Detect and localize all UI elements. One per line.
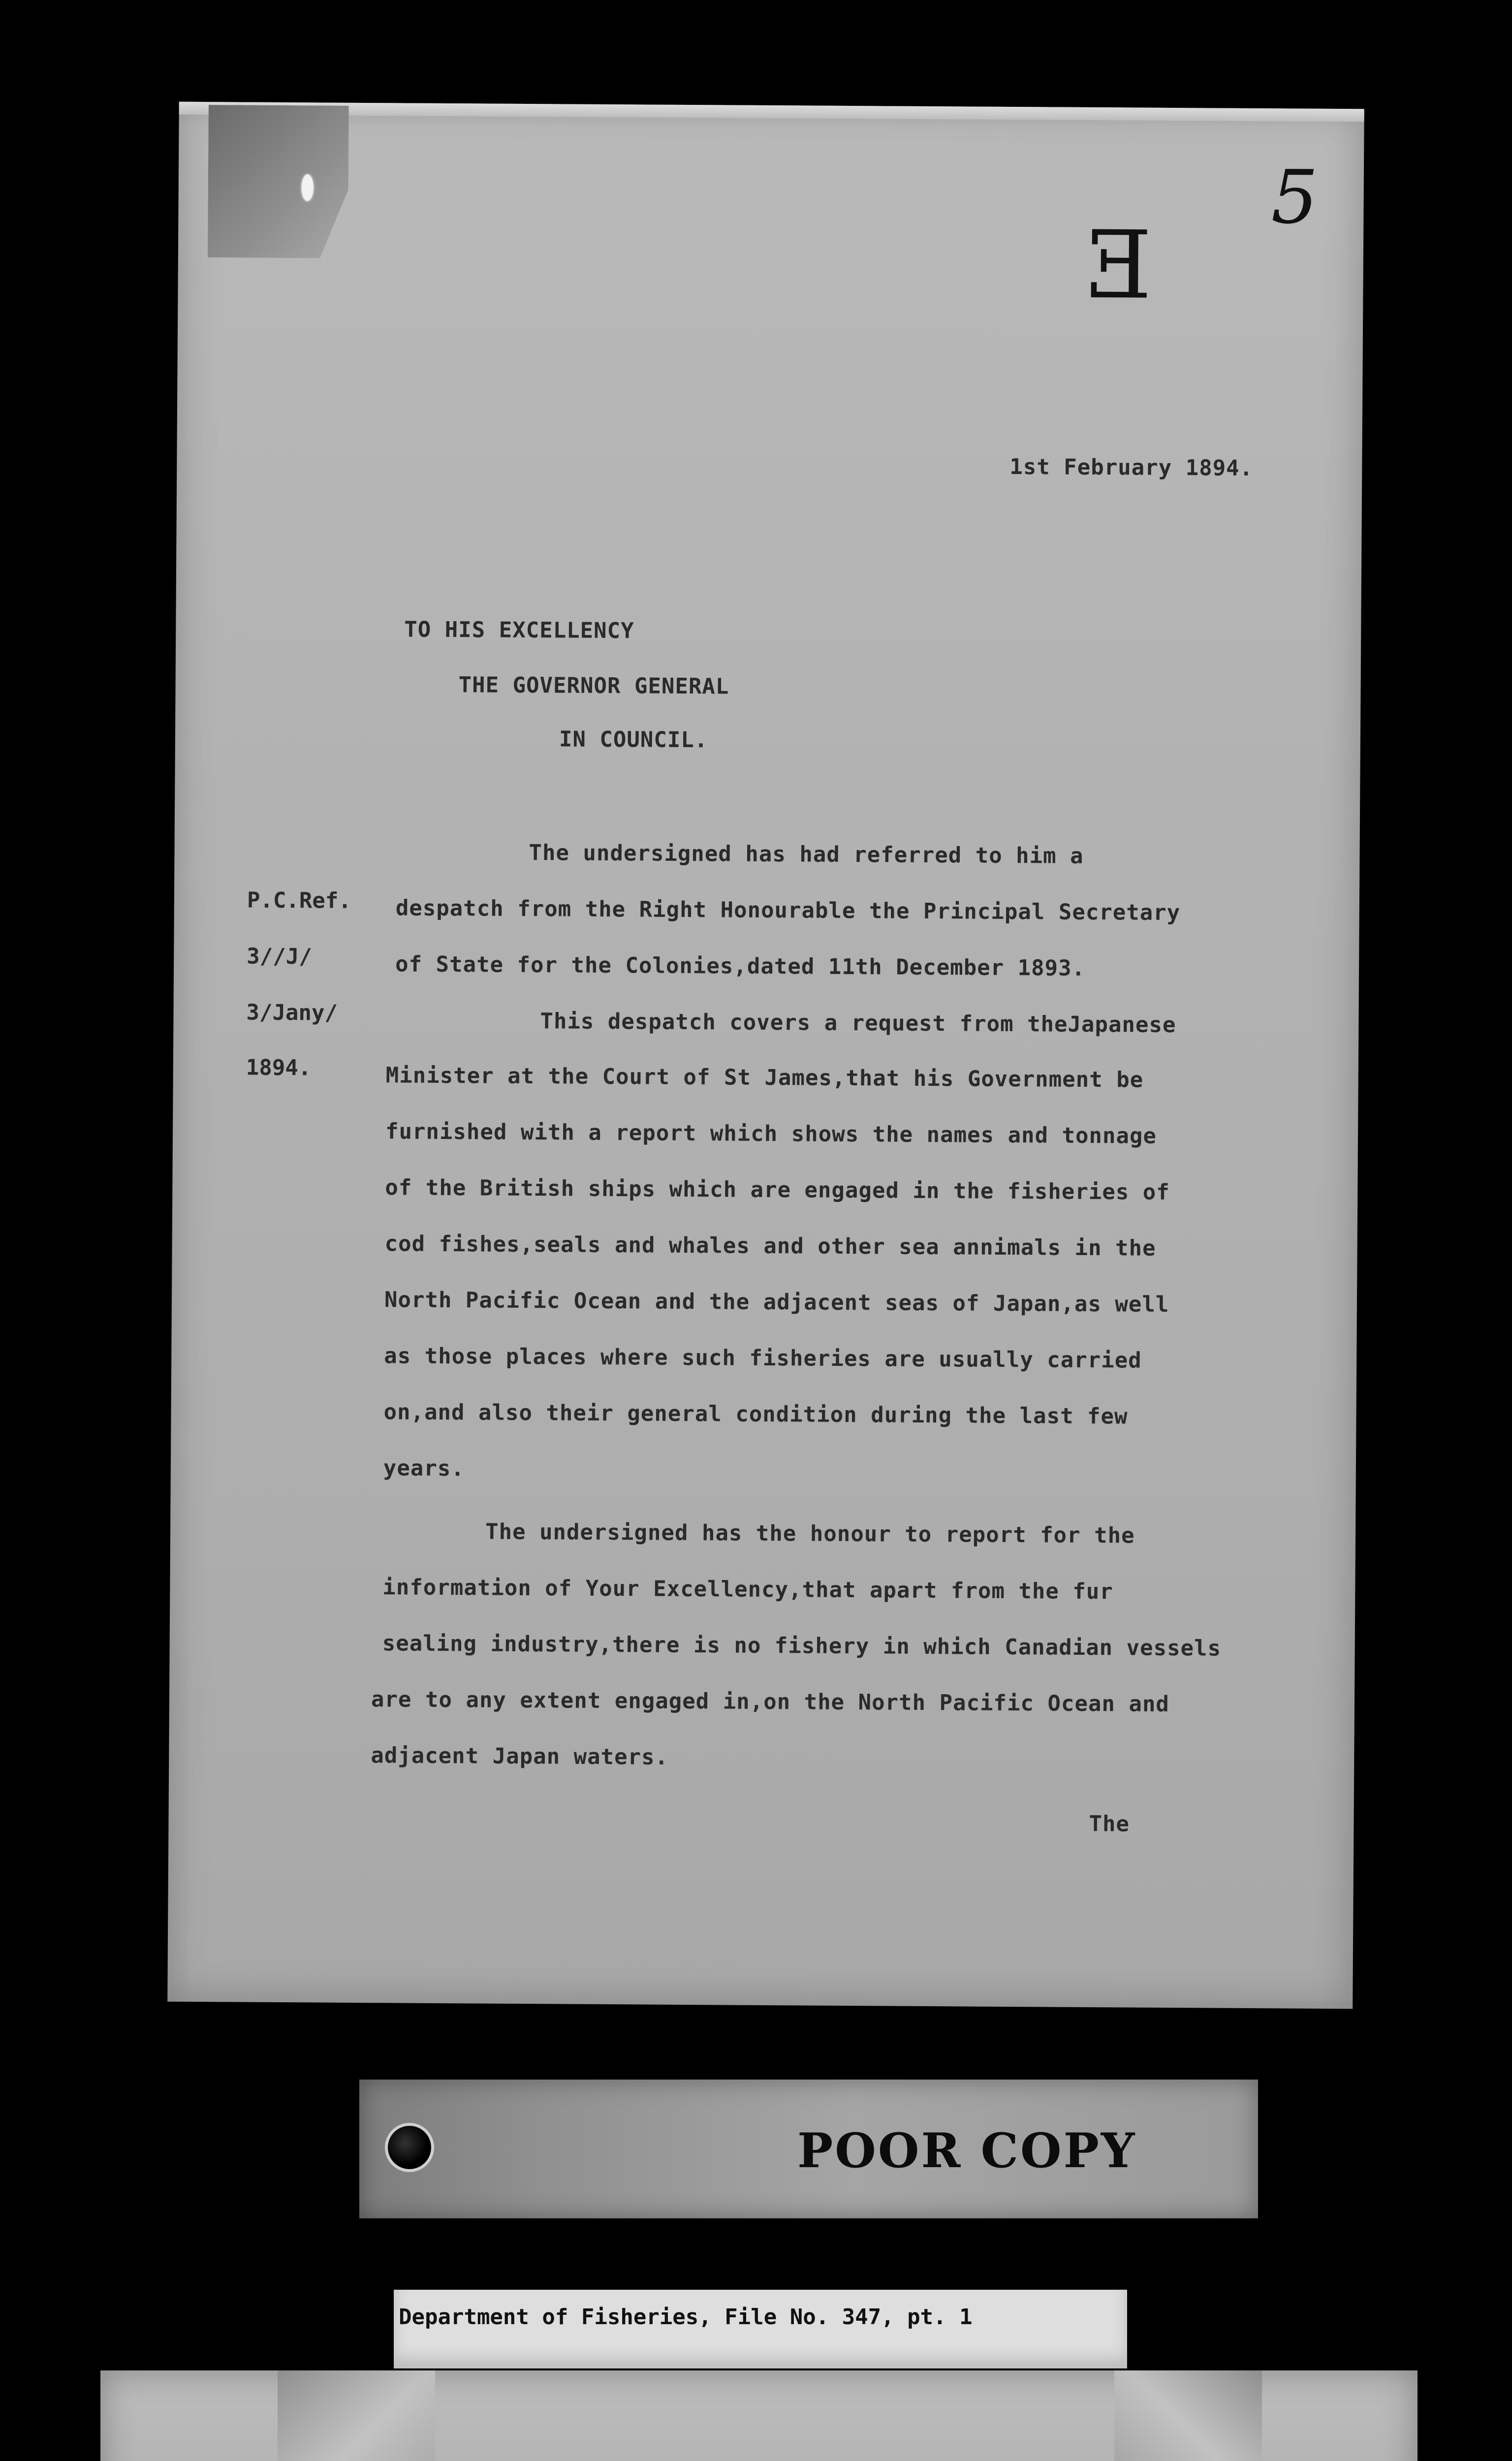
body-line: North Pacific Ocean and the adjacent seas of Japan,as well	[384, 1287, 1169, 1318]
file-reference: Department of Fisheries, File No. 347, pt. 1	[399, 2304, 973, 2330]
body-line: furnished with a report which shows the names and tonnage	[385, 1119, 1157, 1149]
tape-piece	[278, 2370, 435, 2461]
poor-copy-slip	[359, 2080, 1258, 2218]
margin-note-line-2: 3//J/	[247, 944, 312, 970]
archives-stamp	[100, 2370, 1418, 2461]
tape-piece	[1114, 2370, 1262, 2461]
catchword: The	[1089, 1811, 1130, 1837]
addressee-line-3: IN COUNCIL.	[559, 726, 708, 753]
body-line: despatch from the Right Honourable the Principal Secretary	[395, 895, 1181, 926]
poor-copy-label: POOR COPY	[797, 2123, 1137, 2178]
addressee-line-1: TO HIS EXCELLENCY	[404, 617, 634, 644]
body-line: This despatch covers a request from theJapanese	[540, 1009, 1176, 1038]
body-line: are to any extent engaged in,on the North Pacific Ocean and	[371, 1687, 1170, 1717]
body-line: on,and also their general condition during the last few	[383, 1399, 1128, 1429]
file-reference-strip	[394, 2290, 1127, 2368]
body-line: of State for the Colonies,dated 11th December 1893.	[395, 951, 1086, 981]
folio-number: 5	[1271, 155, 1319, 241]
body-line: years.	[383, 1455, 465, 1482]
body-line: The undersigned has the honour to report for the	[485, 1519, 1135, 1548]
body-line: cod fishes,seals and whales and other sea annimals in the	[384, 1231, 1156, 1261]
handwritten-mark: E	[1083, 210, 1153, 320]
margin-note-line-1: P.C.Ref.	[247, 887, 351, 914]
body-line: The undersigned has had referred to him a	[529, 840, 1084, 869]
letter-date: 1st February 1894.	[1009, 454, 1254, 481]
corner-tear	[302, 174, 314, 201]
margin-note-line-3: 3/Jany/	[246, 1000, 338, 1026]
body-line: of the British ships which are engaged in the fisheries of	[385, 1175, 1170, 1205]
addressee-line-2: THE GOVERNOR GENERAL	[458, 672, 729, 699]
body-line: information of Your Excellency,that apart from the fur	[382, 1575, 1113, 1605]
body-line: adjacent Japan waters.	[371, 1743, 669, 1770]
punch-hole	[385, 2123, 434, 2172]
folded-corner	[208, 105, 349, 258]
body-line: Minister at the Court of St James,that his Government be	[385, 1063, 1144, 1093]
letter-page	[167, 102, 1364, 2009]
body-line: sealing industry,there is no fishery in which Canadian vessels	[382, 1631, 1222, 1661]
body-line: as those places where such fisheries are usually carried	[384, 1343, 1142, 1373]
margin-note-line-4: 1894.	[246, 1055, 312, 1081]
